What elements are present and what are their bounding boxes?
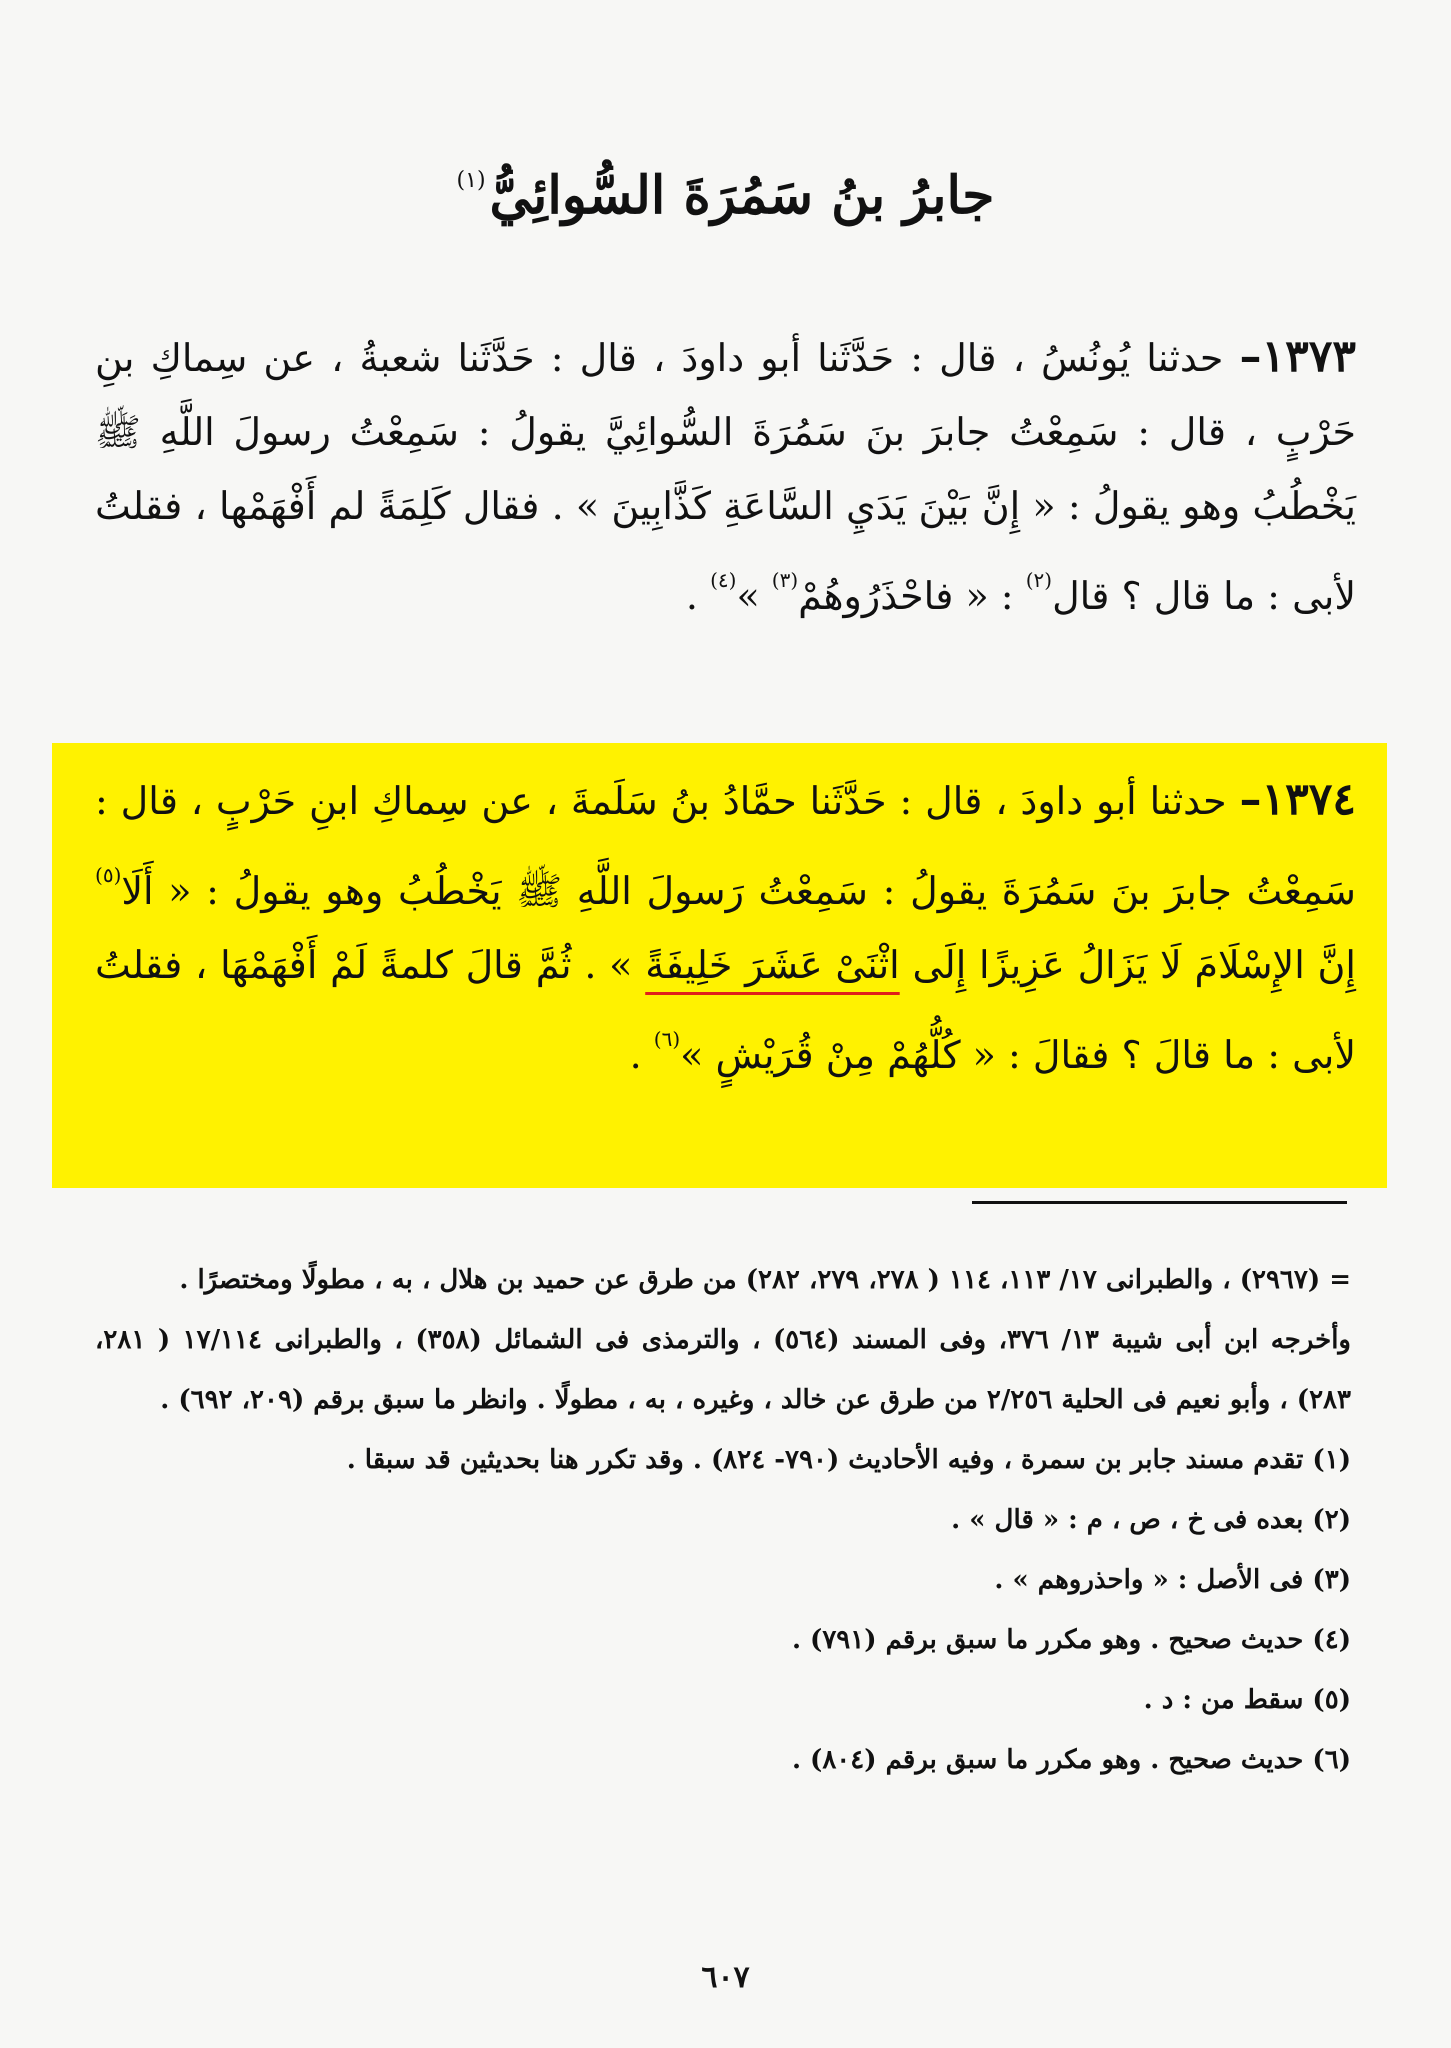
hadith-text: إِنَّ الإِسْلَامَ لَا يَزَالُ عَزِيزًا إِلَى (912, 943, 1356, 987)
underlined-phrase: اثْنَىْ عَشَرَ خَلِيفَةً (645, 943, 900, 987)
hadith-text: حدثنا يُونُسُ ، قال : حَدَّثَنا أبو داودَ ، قال : حَدَّثَنا شعبةُ ، عن سِماكِ بنِ حَرْبٍ ، قال : سَمِعْتُ جابرَ بنَ سَمُرَةَ السُّوائِيَّ يقولُ : سَمِعْتُ رسولَ اللَّهِ ﷺ يَخْطُبُ وهو يقولُ : « إِنَّ بَيْنَ يَدَيِ السَّاعَةِ كَذَّابِينَ » . فقال كَلِمَةً لم أَفْهَمْها ، فقلتُ لأبى : ما قال ؟ قال (95, 336, 1356, 618)
hadith-number: ١٣٧٤– (1239, 774, 1356, 825)
footnote-line: (٤) حديث صحيح . وهو مكرر ما سبق برقم (٧٩١) . (791, 1625, 1351, 1655)
footnote-ref: (٣) (771, 568, 799, 592)
footnote-ref: (٢) (1025, 568, 1053, 592)
footnote-line: (٦) حديث صحيح . وهو مكرر ما سبق برقم (٨٠٤) . (791, 1745, 1351, 1775)
footnote-ref: (٦) (653, 1027, 681, 1051)
hadith-1373 (95, 320, 1356, 633)
hadith-1374 (95, 763, 1356, 1092)
title-text: جابرُ بنُ سَمُرَةَ السُّوائِيُّ (489, 165, 995, 226)
footnote-divider (972, 1201, 1347, 1204)
footnote-line: (٣) فى الأصل : « واحذروهم » . (994, 1565, 1351, 1595)
footnotes (95, 1250, 1351, 1790)
footnote-ref: (٥) (95, 863, 122, 887)
footnote-line: (١) تقدم مسند جابر بن سمرة ، وفيه الأحاديث (٧٩٠- ٨٢٤) . وقد تكرر هنا بحديثين قد سبقا . (346, 1445, 1351, 1475)
hadith-number: ١٣٧٣– (1239, 331, 1356, 382)
page-title (0, 165, 1451, 226)
footnote-line: وأخرجه ابن أبى شيبة ١٣/ ٣٧٦، وفى المسند (٥٦٤) ، والترمذى فى الشمائل (٣٥٨) ، والطبرانى ١٧/١١٤ ( ٢٨١، ٢٨٣) ، وأبو نعيم فى الحلية ٢/٢٥٦ من طرق عن خالد ، وغيره ، به ، مطولًا . وانظر ما سبق برقم (٢٠٩، ٦٩٢) . (95, 1325, 1351, 1415)
hadith-end: . (629, 1033, 642, 1077)
title-footnote-ref: (١) (456, 168, 486, 193)
hadith-text: : « فاحْذَرُوهُمْ (798, 574, 1014, 618)
hadith-text: » . ثُمَّ قالَ كلمةً لَمْ أَفْهَمْهَا ، فقلتُ لأبى : ما قالَ ؟ فقالَ : « كُلُّهُمْ مِنْ قُرَيْشٍ » (95, 943, 1356, 1077)
page-number: ٦٠٧ (701, 1960, 750, 1995)
hadith-end: . (685, 574, 698, 618)
footnote-line: = (٢٩٦٧) ، والطبرانى ١٧/ ١١٣، ١١٤ ( ٢٧٨، ٢٧٩، ٢٨٢) من طرق عن حميد بن هلال ، به ، مطولًا ومختصرًا . (179, 1265, 1351, 1295)
footnote-line: (٥) سقط من : د . (1143, 1685, 1351, 1715)
hadith-text: » (736, 574, 760, 618)
footnote-line: (٢) بعده فى خ ، ص ، م : « قال » . (951, 1505, 1351, 1535)
footnote-ref: (٤) (710, 568, 737, 592)
hadith-text: حدثنا أبو داودَ ، قال : حَدَّثَنا حمَّادُ بنُ سَلَمةَ ، عن سِماكِ ابنِ حَرْبٍ ، قال : سَمِعْتُ جابرَ بنَ سَمُرَةَ يقولُ : سَمِعْتُ رَسولَ اللَّهِ ﷺ يَخْطُبُ وهو يقولُ : « أَلَا (95, 779, 1356, 913)
